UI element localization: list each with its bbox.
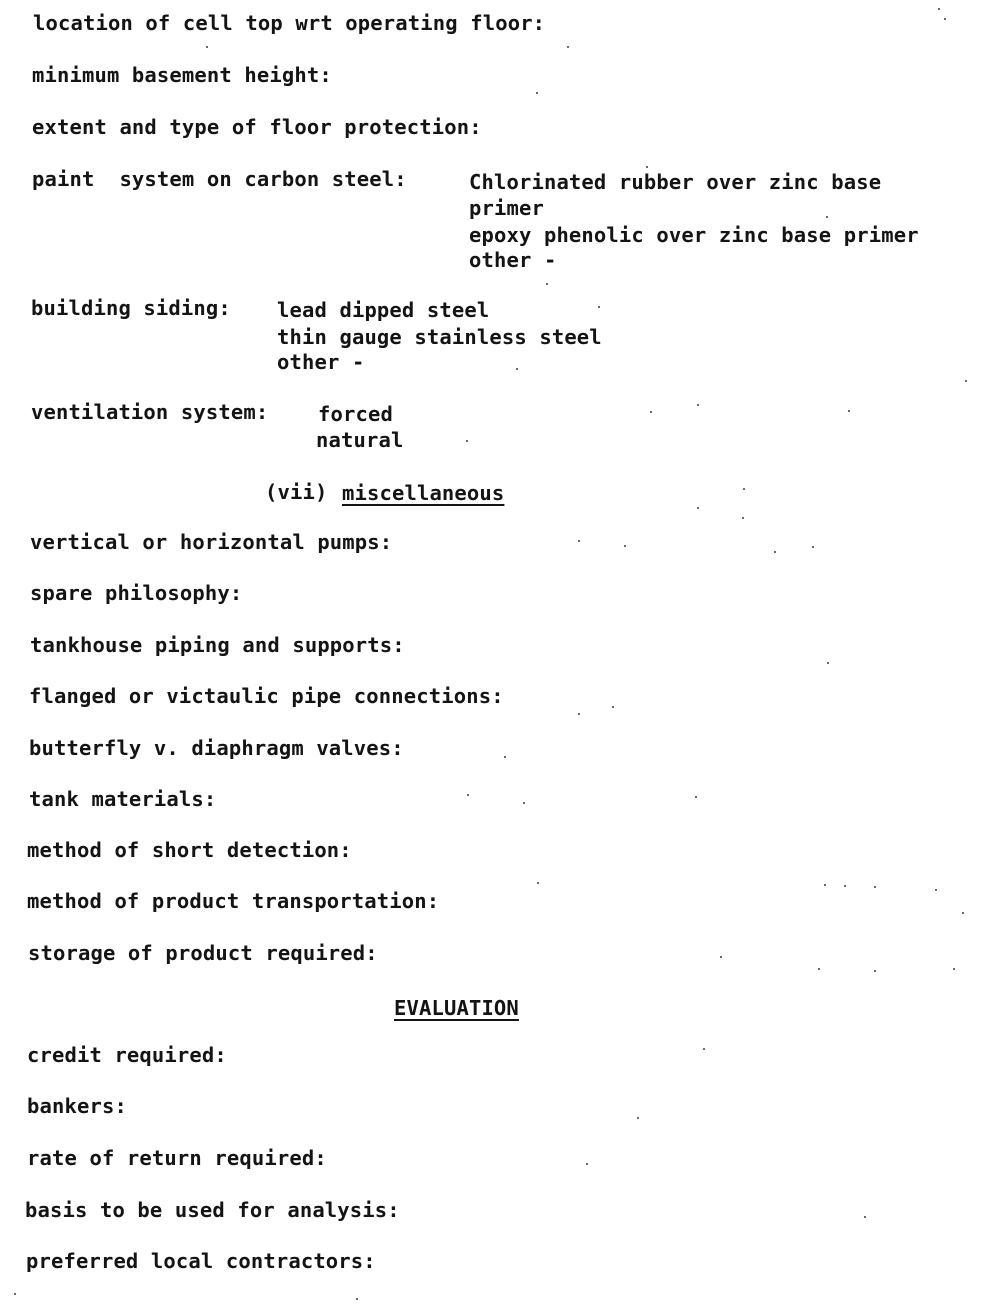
paint-option-other: other - — [469, 248, 557, 272]
building-siding-label: building siding: — [31, 296, 231, 320]
misc-item-product-transportation: method of product transportation: — [27, 889, 440, 913]
paint-system-label: paint system on carbon steel: — [32, 167, 407, 191]
paint-option-primer: primer — [469, 196, 544, 220]
ventilation-label: ventilation system: — [31, 400, 269, 424]
eval-item-analysis-basis: basis to be used for analysis: — [25, 1198, 400, 1222]
misc-item-product-storage: storage of product required: — [28, 941, 378, 965]
ventilation-option-natural: natural — [316, 428, 404, 452]
min-basement-height-label: minimum basement height: — [32, 63, 332, 87]
misc-item-pipe-connections: flanged or victaulic pipe connections: — [29, 684, 504, 708]
floor-protection-label: extent and type of floor protection: — [32, 115, 482, 139]
paint-option-epoxy: epoxy phenolic over zinc base primer — [469, 223, 919, 247]
misc-item-piping: tankhouse piping and supports: — [30, 633, 405, 657]
misc-item-valves: butterfly v. diaphragm valves: — [29, 736, 404, 760]
siding-option-other: other - — [277, 350, 365, 374]
misc-item-short-detection: method of short detection: — [27, 838, 352, 862]
misc-item-tank-materials: tank materials: — [29, 787, 217, 811]
eval-item-rate-of-return: rate of return required: — [27, 1146, 327, 1170]
paint-option-chlorinated: Chlorinated rubber over zinc base — [469, 170, 882, 194]
siding-option-lead: lead dipped steel — [277, 298, 490, 322]
misc-section-heading: miscellaneous — [342, 481, 505, 505]
siding-option-stainless: thin gauge stainless steel — [277, 325, 602, 349]
ventilation-option-forced: forced — [318, 402, 393, 426]
evaluation-heading: EVALUATION — [394, 996, 519, 1020]
misc-item-pumps: vertical or horizontal pumps: — [30, 530, 393, 554]
cell-top-location-label: location of cell top wrt operating floor: — [33, 11, 546, 35]
eval-item-credit: credit required: — [27, 1043, 227, 1067]
eval-item-local-contractors: preferred local contractors: — [26, 1249, 376, 1273]
misc-item-spare-philosophy: spare philosophy: — [30, 581, 243, 605]
eval-item-bankers: bankers: — [27, 1094, 127, 1118]
misc-section-number: (vii) — [265, 480, 328, 504]
